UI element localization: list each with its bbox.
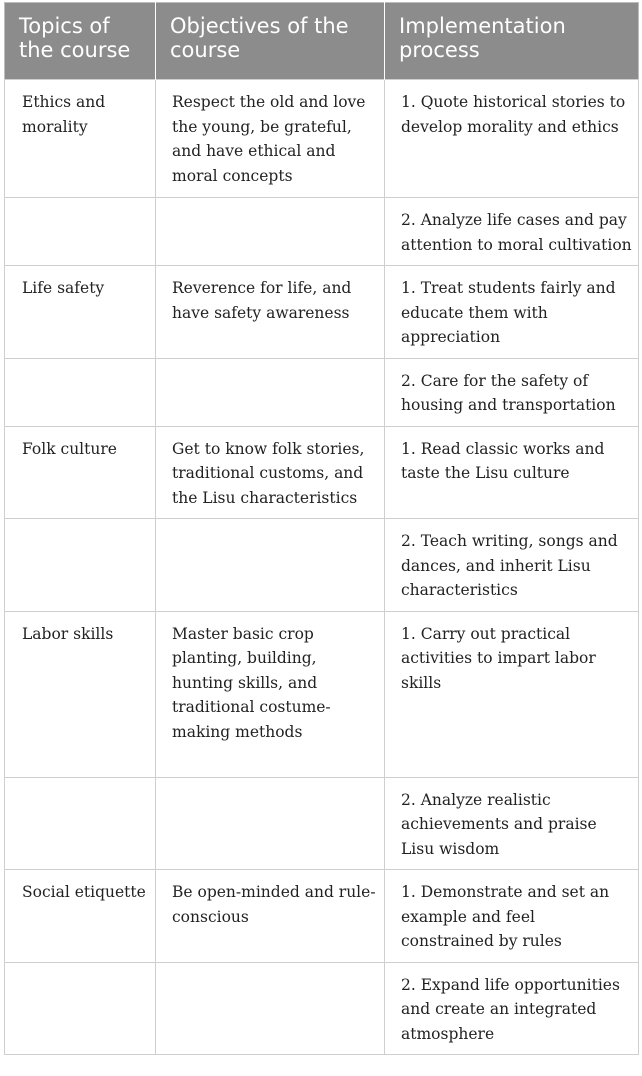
header-row (5, 3, 639, 80)
objective-cell (156, 962, 385, 1055)
course-table (4, 2, 639, 1055)
table-row (5, 198, 639, 266)
process-cell: 2. Teach writing, songs and dances, and inherit Lisu characteristics (385, 519, 639, 612)
table-row (5, 611, 639, 777)
table-row (5, 962, 639, 1055)
process-cell: 2. Expand life opportunities and create an integrated atmosphere (385, 962, 639, 1055)
table-row (5, 426, 639, 519)
table-header (5, 3, 639, 80)
table-row (5, 777, 639, 870)
process-cell: 1. Demonstrate and set an example and feel constrained by rules (385, 870, 639, 963)
topic-cell (5, 777, 156, 870)
objective-cell (156, 198, 385, 266)
table-row (5, 266, 639, 359)
topic-cell: Folk culture (5, 426, 156, 519)
process-cell: 2. Analyze life cases and pay attention to moral cultivation (385, 198, 639, 266)
header-objectives: Objectives of the course (156, 3, 385, 80)
table-row (5, 870, 639, 963)
objective-cell (156, 358, 385, 426)
header-topics: Topics of the course (5, 3, 156, 80)
objective-cell: Be open-minded and rule-conscious (156, 870, 385, 963)
table-row (5, 80, 639, 198)
topic-cell (5, 962, 156, 1055)
objective-cell: Respect the old and love the young, be grateful, and have ethical and moral concepts (156, 80, 385, 198)
objective-cell: Reverence for life, and have safety awareness (156, 266, 385, 359)
process-cell: 1. Carry out practical activities to impart labor skills (385, 611, 639, 777)
process-cell: 1. Quote historical stories to develop morality and ethics (385, 80, 639, 198)
topic-cell: Labor skills (5, 611, 156, 777)
topic-cell: Ethics and morality (5, 80, 156, 198)
topic-cell: Social etiquette (5, 870, 156, 963)
table-row (5, 519, 639, 612)
process-cell: 1. Treat students fairly and educate them with appreciation (385, 266, 639, 359)
objective-cell: Get to know folk stories, traditional customs, and the Lisu characteristics (156, 426, 385, 519)
table-row (5, 358, 639, 426)
objective-cell (156, 519, 385, 612)
objective-cell: Master basic crop planting, building, hunting skills, and traditional costume-making methods (156, 611, 385, 777)
objective-cell (156, 777, 385, 870)
table-body (5, 80, 639, 1055)
topic-cell (5, 198, 156, 266)
header-implementation: Implementation process (385, 3, 639, 80)
topic-cell: Life safety (5, 266, 156, 359)
process-cell: 1. Read classic works and taste the Lisu culture (385, 426, 639, 519)
process-cell: 2. Analyze realistic achievements and praise Lisu wisdom (385, 777, 639, 870)
topic-cell (5, 358, 156, 426)
topic-cell (5, 519, 156, 612)
process-cell: 2. Care for the safety of housing and transportation (385, 358, 639, 426)
